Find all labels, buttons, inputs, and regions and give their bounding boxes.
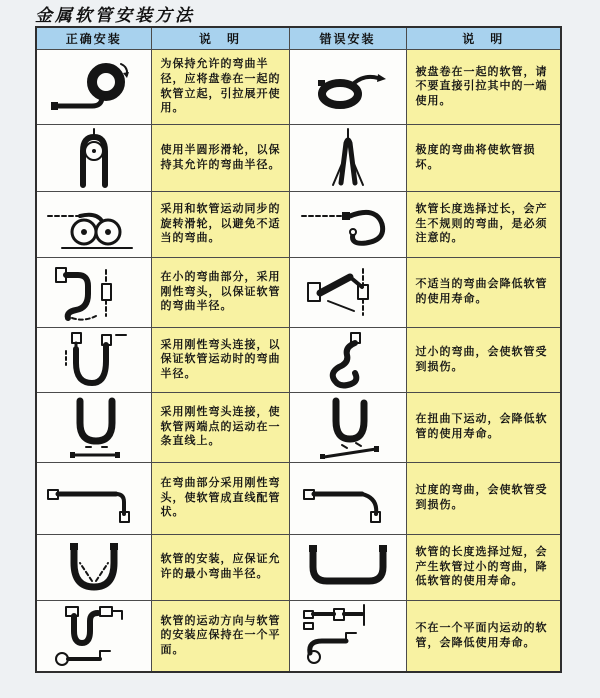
table-row [36,257,561,327]
correct-image-cell [36,392,151,462]
table-row [36,392,561,462]
wrong-description: 在扭曲下运动，会降低软管的使用寿命。 [406,392,561,462]
wrong-description: 过度的弯曲，会使软管受到损伤。 [406,462,561,534]
u-hose-twisted-motion-illustration [300,395,396,459]
wrong-description: 过小的弯曲，会使软管受到损伤。 [406,327,561,392]
correct-image-cell [36,600,151,672]
same-plane-motion-illustration [42,603,146,669]
wrong-description: 软管的长度选择过短，会产生软管过小的弯曲，降低软管的使用寿命。 [406,534,561,600]
wrong-description: 极度的弯曲将使软管损坏。 [406,124,561,191]
correct-image-cell [36,49,151,124]
header-row [36,27,561,49]
correct-description: 软管的运动方向与软管的安装应保持在一个平面。 [151,600,289,672]
wrong-description: 不适当的弯曲会降低软管的使用寿命。 [406,257,561,327]
header-correct-install: 正确安装 [36,27,151,49]
out-of-plane-motion-illustration [296,603,400,669]
wrong-image-cell [289,257,406,327]
table-row [36,534,561,600]
header-wrong-install: 错误安装 [289,27,406,49]
sharply-folded-hose-illustration [303,127,393,189]
u-hose-straight-line-motion-illustration [46,395,142,459]
rigid-elbow-connection-illustration [46,329,142,391]
standing-coil-unrolled-illustration [44,56,144,118]
wrong-image-cell [289,191,406,257]
table-row [36,191,561,257]
synchronized-rotating-pulleys-illustration [42,194,146,254]
table-row [36,49,561,124]
improper-bend-illustration [298,261,398,323]
header-description-1: 说 明 [151,27,289,49]
table-row [36,600,561,672]
wrong-image-cell [289,600,406,672]
correct-description: 软管的安装，应保证允许的最小弯曲半径。 [151,534,289,600]
wrong-image-cell [289,534,406,600]
too-short-hose-illustration [293,537,403,597]
minimum-bend-radius-u-illustration [44,537,144,597]
wrong-image-cell [289,49,406,124]
correct-description: 使用半圆形滑轮，以保持其允许的弯曲半径。 [151,124,289,191]
wrong-description: 软管长度选择过长，会产生不规则的弯曲，是必须注意的。 [406,191,561,257]
correct-image-cell [36,534,151,600]
correct-description: 在弯曲部分采用刚性弯头，使软管成直线配管状。 [151,462,289,534]
correct-image-cell [36,124,151,191]
flat-coil-pulled-directly-illustration [298,56,398,118]
rigid-elbow-small-bend-illustration [44,260,144,324]
wrong-image-cell [289,392,406,462]
table-row [36,124,561,191]
semicircular-pulley-illustration [49,127,139,189]
correct-image-cell [36,462,151,534]
over-long-hose-loop-illustration [298,194,398,254]
correct-image-cell [36,191,151,257]
wrong-image-cell [289,124,406,191]
correct-image-cell [36,257,151,327]
correct-description: 采用刚性弯头连接，使软管两端点的运动在一条直线上。 [151,392,289,462]
correct-description: 采用刚性弯头连接，以保证软管运动时的弯曲半径。 [151,327,289,392]
excessive-bend-illustration [298,468,398,528]
wrong-image-cell [289,327,406,392]
wrong-description: 不在一个平面内运动的软管，会降低使用寿命。 [406,600,561,672]
correct-description: 在小的弯曲部分，采用刚性弯头，以保证软管的弯曲半径。 [151,257,289,327]
installation-methods-table [35,26,562,673]
correct-description: 为保持允许的弯曲半径，应将盘卷在一起的软管立起，引拉展开使用。 [151,49,289,124]
straight-piping-rigid-elbow-illustration [42,468,146,528]
correct-description: 采用和软管运动同步的旋转滑轮，以避免不适当的弯曲。 [151,191,289,257]
table-row [36,462,561,534]
wrong-description: 被盘卷在一起的软管，请不要直接引拉其中的一端使用。 [406,49,561,124]
header-description-2: 说 明 [406,27,561,49]
correct-image-cell [36,327,151,392]
table-row [36,327,561,392]
page-title: 金属软管安装方法 [35,6,195,26]
wrong-image-cell [289,462,406,534]
too-small-bend-hook-illustration [303,329,393,391]
